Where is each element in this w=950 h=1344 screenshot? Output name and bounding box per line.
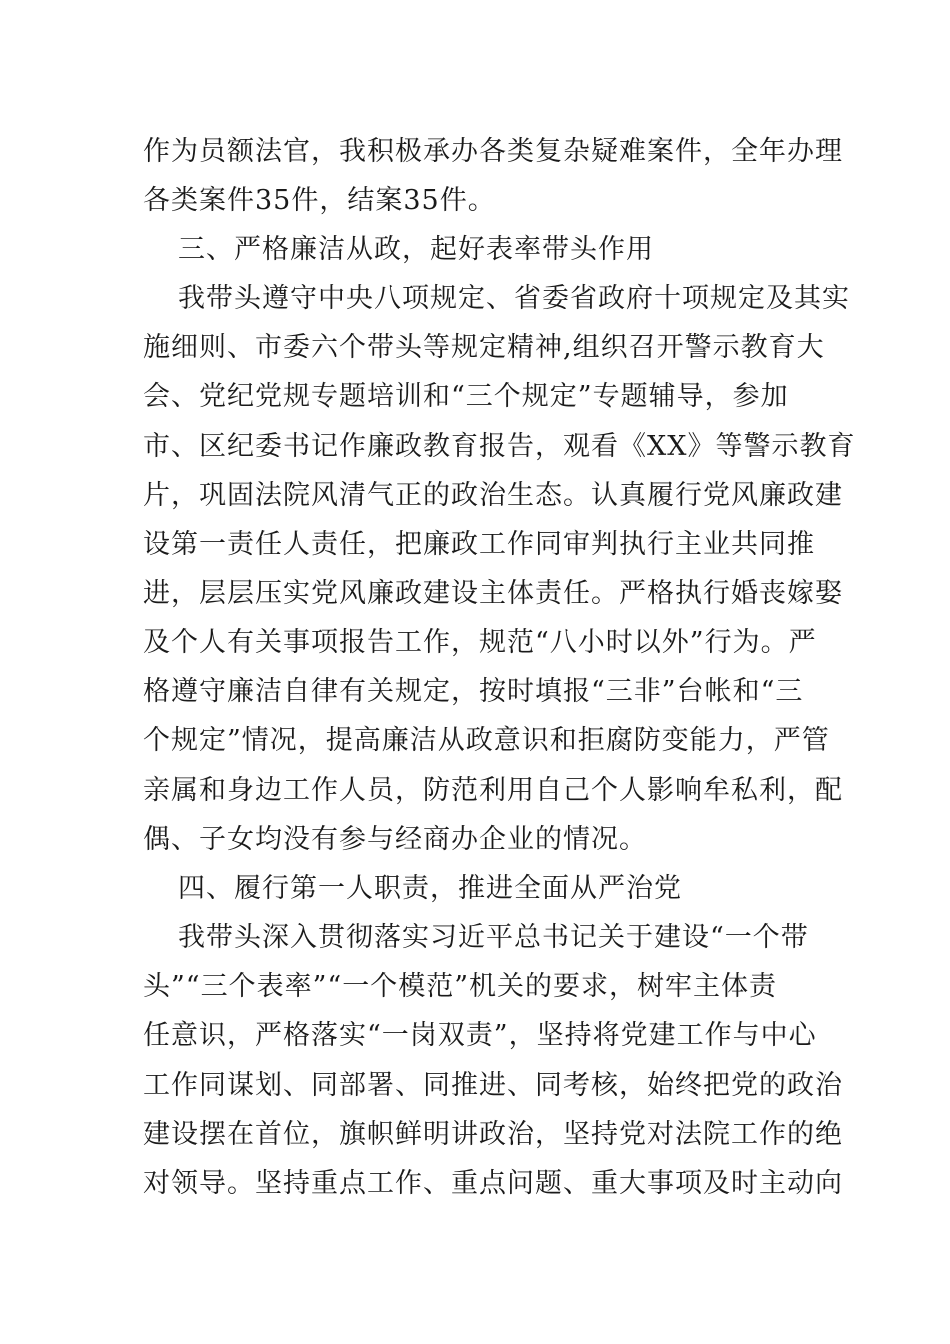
text-line: 我带头深入贯彻落实习近平总书记关于建设“一个带 [178, 922, 809, 953]
text-line: 各类案件35件，结案35件。 [143, 185, 496, 216]
text-line: 格遵守廉洁自律有关规定，按时填报“三非”台帐和“三 [143, 676, 804, 707]
text-line: 及个人有关事项报告工作，规范“八小时以外”行为。严 [143, 627, 817, 658]
text-line: 市、区纪委书记作廉政教育报告，观看《XX》等警示教育 [143, 431, 856, 462]
text-line: 施细则、市委六个带头等规定精神,组织召开警示教育大 [143, 332, 825, 363]
text-line: 我带头遵守中央八项规定、省委省政府十项规定及其实 [178, 283, 850, 314]
text-line: 设第一责任人责任，把廉政工作同审判执行主业共同推 [143, 529, 815, 560]
text-line: 个规定”情况，提高廉洁从政意识和拒腐防变能力，严管 [143, 725, 830, 756]
text-line: 对领导。坚持重点工作、重点问题、重大事项及时主动向 [143, 1168, 843, 1199]
text-line: 工作同谋划、同部署、同推进、同考核，始终把党的政治 [143, 1070, 843, 1101]
text-line: 进，层层压实党风廉政建设主体责任。严格执行婚丧嫁娶 [143, 578, 843, 609]
text-line: 建设摆在首位，旗帜鲜明讲政治，坚持党对法院工作的绝 [143, 1119, 843, 1150]
text-line: 偶、子女均没有参与经商办企业的情况。 [143, 824, 647, 855]
text-line: 任意识，严格落实“一岗双责”，坚持将党建工作与中心 [143, 1020, 817, 1051]
section-heading: 四、履行第一人职责，推进全面从严治党 [178, 873, 682, 904]
text-line: 头”“三个表率”“一个模范”机关的要求，树牢主体责 [143, 971, 778, 1002]
text-line: 会、党纪党规专题培训和“三个规定”专题辅导，参加 [143, 381, 789, 412]
text-line: 作为员额法官，我积极承办各类复杂疑难案件，全年办理 [143, 136, 843, 167]
text-line: 亲属和身边工作人员，防范利用自己个人影响牟私利，配 [143, 775, 843, 806]
section-heading: 三、严格廉洁从政，起好表率带头作用 [178, 234, 654, 265]
text-line: 片，巩固法院风清气正的政治生态。认真履行党风廉政建 [143, 480, 843, 511]
